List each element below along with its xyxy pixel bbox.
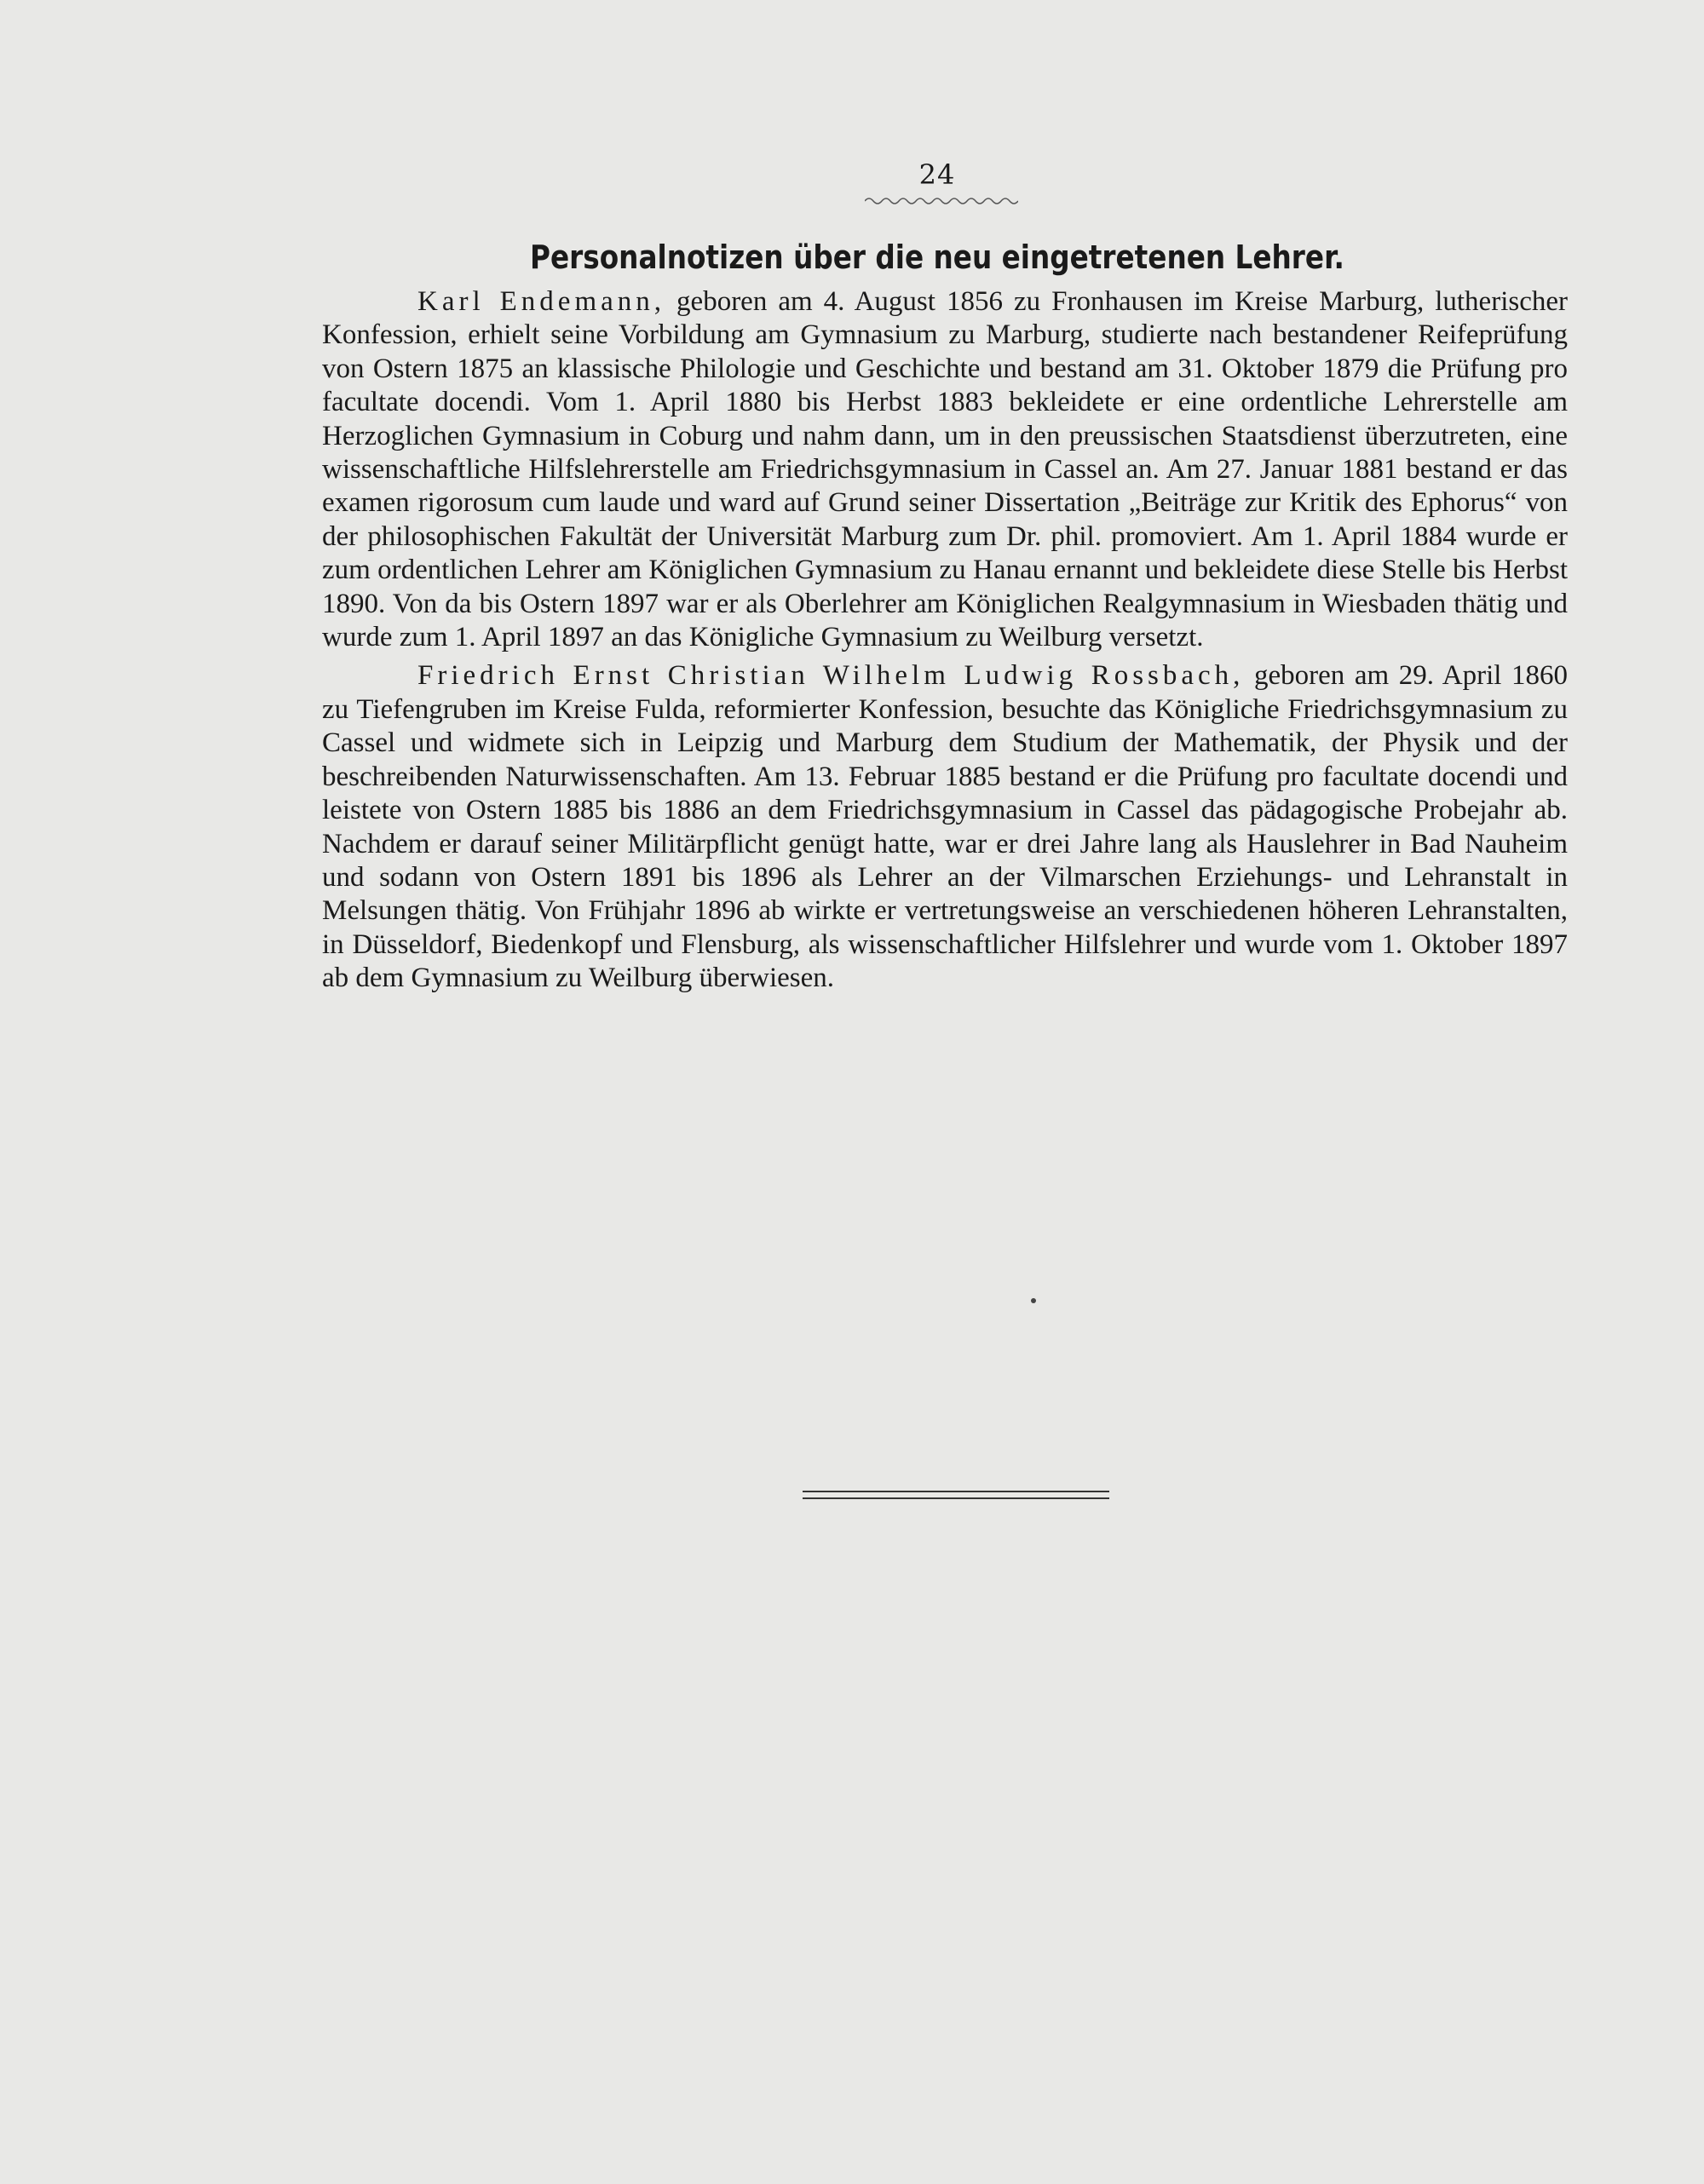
entry-text: geboren am 4. August 1856 zu Fronhausen im Kreise Marburg, lutherischer Konfession, erhielt seine Vorbildung am Gymnasium zu Marburg, studierte nach bestandener Reifeprüfung von Ostern 1875 an klassische Philologie und Geschichte und bestand am 31. Oktober 1879 die Prüfung pro facultate docendi. Vom 1. April 1880 bis Herbst 1883 bekleidete er eine ordentliche Lehrerstelle am Herzoglichen Gymnasium in Coburg und nahm dann, um in den preussischen Staatsdienst überzutreten, eine wissenschaftliche Hilfslehrerstelle am Friedrichsgymnasium in Cassel an. Am 27. Januar 1881 bestand er das examen rigorosum cum laude und ward auf Grund seiner Dissertation „Beiträge zur Kritik des Ephorus“ von der philosophischen Fakultät der Universität Marburg zum Dr. phil. promoviert. Am 1. April 1884 wurde er zum ordentlichen Lehrer am Königlichen Gymnasium zu Hanau ernannt und bekleidete diese Stelle bis Herbst 1890. Von da bis Ostern 1897 war er als Oberlehrer am Königlichen Realgymnasium in Wiesbaden thätig und wurde zum 1. April 1897 an das Königliche Gymnasium zu Weilburg versetzt. [322, 286, 1568, 653]
entry-paragraph-endemann [322, 285, 1568, 654]
page-number-ornament [865, 194, 1018, 206]
section-heading: Personalnotizen über die neu eingetretenen Lehrer. [530, 239, 1344, 276]
entry-name: Friedrich Ernst Christian Wilhelm Ludwig Rossbach, [417, 660, 1245, 692]
body-text [322, 285, 1568, 1001]
entry-paragraph-rossbach [322, 659, 1568, 995]
entry-name: Karl Endemann, [417, 286, 666, 317]
page-number: 24 [918, 158, 956, 191]
closing-double-rule [803, 1491, 1109, 1499]
ink-speck [1031, 1298, 1036, 1303]
entry-text: geboren am 29. April 1860 zu Tiefengruben im Kreise Fulda, reformierter Konfession, besuchte das Königliche Friedrichsgymnasium zu Cassel und widmete sich in Leipzig und Marburg dem Studium der Mathematik, der Physik und der beschreibenden Naturwissenschaften. Am 13. Februar 1885 bestand er die Prüfung pro facultate docendi und leistete von Ostern 1885 bis 1886 an dem Friedrichsgymnasium in Cassel das pädagogische Probejahr ab. Nachdem er darauf seiner Militärpflicht genügt hatte, war er drei Jahre lang als Hauslehrer in Bad Nauheim und sodann von Ostern 1891 bis 1896 als Lehrer an der Vilmarschen Erziehungs- und Lehranstalt in Melsungen thätig. Von Frühjahr 1896 ab wirkte er vertretungsweise an verschiedenen höheren Lehranstalten, in Düsseldorf, Biedenkopf und Flensburg, als wissenschaftlicher Hilfslehrer und wurde vom 1. Oktober 1897 ab dem Gymnasium zu Weilburg überwiesen. [322, 660, 1568, 994]
